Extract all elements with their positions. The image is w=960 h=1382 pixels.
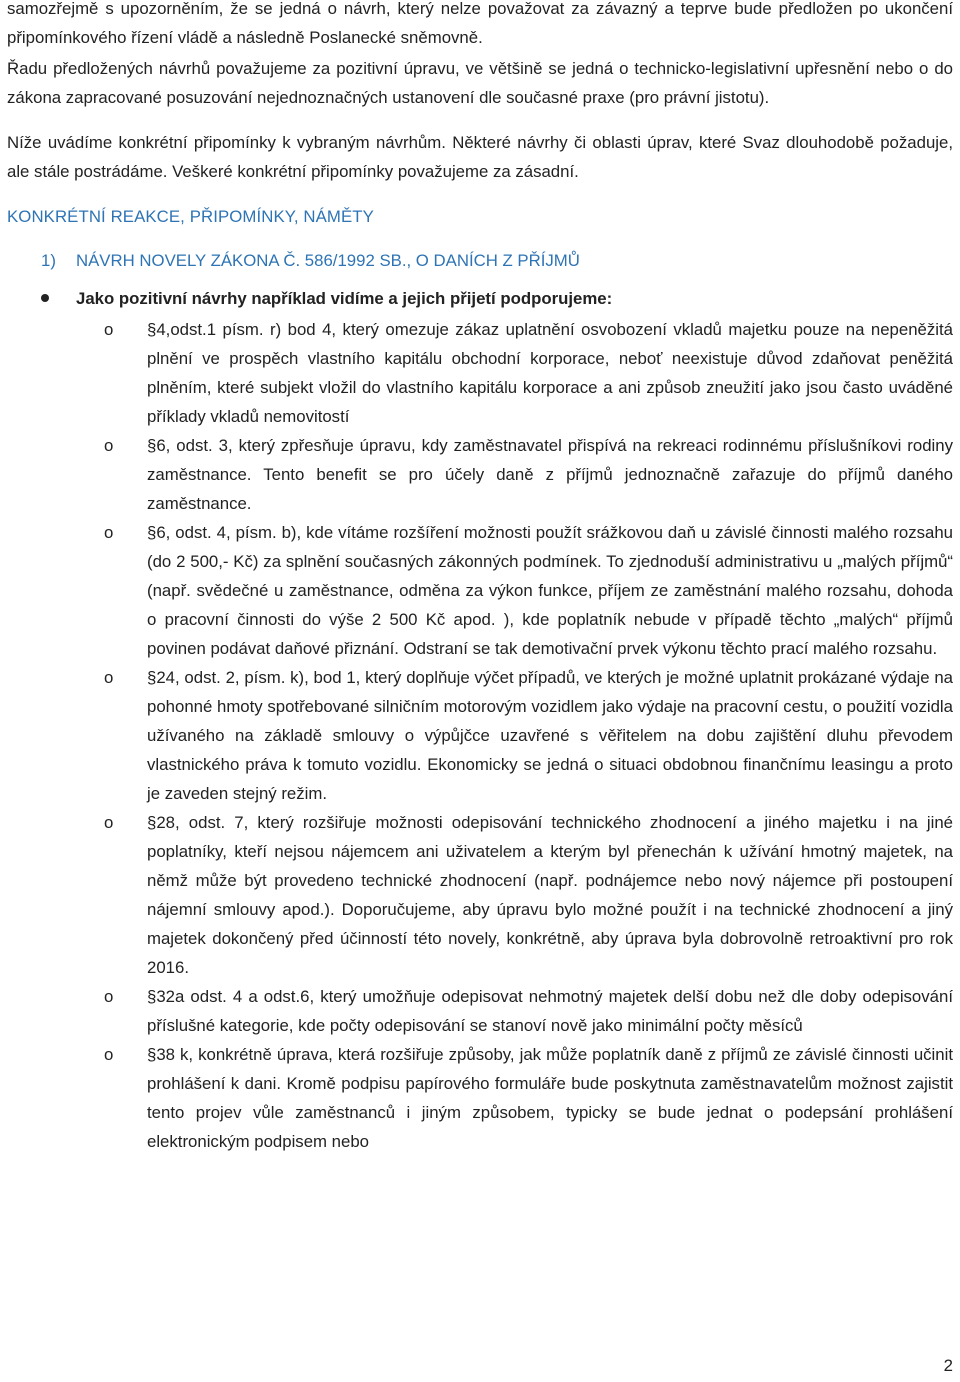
list-marker-icon: o — [104, 813, 114, 832]
list-item — [7, 315, 953, 431]
list-item — [7, 1040, 953, 1156]
list-marker-icon: o — [104, 523, 114, 542]
list-item-text: §4,odst.1 písm. r) bod 4, který omezuje zákaz uplatnění osvobození vkladů majetku pouze na nepeněžitá plnění ve prospěch vlastního kapitálu obchodní korporace, neboť neexistuje důvod zdaňovat peněžitá plněním, které subjekt vložil do vlastního kapitálu korporace a ani způsob zneužití jako jsou často uváděné příklady vkladů nemovitostí — [147, 320, 953, 426]
document-page — [7, 0, 953, 1156]
list-item-text: §28, odst. 7, který rozšiřuje možnosti odepisování technického zhodnocení a jiného majetku i na jiné poplatníky, kteří nejsou nájemcem ani uživatelem a kterým byl přenechán k užívání hmotný majetek, na němž může být provedeno technické zhodnocení (např. podnájemce nebo nový nájemce při postoupení nájemní smlouvy apod.). Doporučujeme, aby úpravu bylo možné použít i na technické zhodnocení a jiný majetek dokončený před účinností této novely, konkrétně, aby úprava byla dobrovolně retroaktivní pro rok 2016. — [147, 813, 953, 977]
list-item — [7, 518, 953, 663]
intro-paragraph-3: Níže uvádíme konkrétní připomínky k vybraným návrhům. Některé návrhy či oblasti úprav, které Svaz dlouhodobě požaduje, ale stále postrádáme. Veškeré konkrétní připomínky považujeme za zásadní. — [7, 133, 953, 181]
list-item-text: §32a odst. 4 a odst.6, který umožňuje odepisovat nehmotný majetek delší dobu než dle doby odepisování příslušné kategorie, kde počty odepisování se stanoví nově jako minimální počty měsíců — [147, 987, 953, 1035]
list-item — [7, 808, 953, 982]
section-heading: KONKRÉTNÍ REAKCE, PŘIPOMÍNKY, NÁMĚTY — [7, 207, 374, 226]
list-item — [7, 982, 953, 1040]
intro-paragraph-1: samozřejmě s upozorněním, že se jedná o návrh, který nelze považovat za závazný a teprve bude předložen po ukončení připomínkového řízení vládě a následně Poslanecké sněmovně. — [7, 0, 953, 47]
list-marker-icon: o — [104, 1045, 114, 1064]
bullet-item — [7, 284, 953, 313]
list-marker-icon: o — [104, 668, 114, 687]
list-item — [7, 431, 953, 518]
bullet-dot-icon — [41, 294, 49, 302]
list-marker-icon: o — [104, 320, 114, 339]
intro-paragraph-2: Řadu předložených návrhů považujeme za pozitivní úpravu, ve většině se jedná o technicko-legislativní upřesnění nebo o do zákona zapracované posuzování nejednoznačných ustanovení dle současné praxe (pro právní jistotu). — [7, 59, 953, 107]
list-item-text: §24, odst. 2, písm. k), bod 1, který doplňuje výčet případů, ve kterých je možné uplatnit prokázané výdaje na pohonné hmoty spotřebované silničním motorovým vozidlem jako výdaje na pracovní cestu, o použití vozidla užívaného na základě smlouvy o výpůjčce uzavřené s věřitelem na dobu zajištění dluhu převodem vlastnického práva k tomuto vozidlu. Ekonomicky se jedná o situaci obdobnou finančnímu leasingu a proto je zaveden stejný režim. — [147, 668, 953, 803]
list-item-text: §6, odst. 3, který zpřesňuje úpravu, kdy zaměstnavatel přispívá na rekreaci rodinnému příslušníkovi rodiny zaměstnance. Tento benefit se pro účely daně z příjmů jednoznačně zařazuje do příjmů daného zaměstnance. — [147, 436, 953, 513]
list-item-text: §6, odst. 4, písm. b), kde vítáme rozšíření možnosti použít srážkovou daň u závislé činnosti malého rozsahu (do 2 500,- Kč) za splnění současných zákonných podmínek. To zjednoduší administrativu u „malých příjmů“ (např. svědečné u zaměstnance, odměna za výkon funkce, příjem ze zaměstnání malého rozsahu, dohoda o pracovní činnosti do výše 2 500 Kč apod. ), kde poplatník nebude v případě těchto „malých“ příjmů povinen podávat daňové přiznání. Odstraní se tak demotivační prvek výkonu těchto prací malého rozsahu. — [147, 523, 953, 658]
list-marker-icon: o — [104, 987, 114, 1006]
subsection-heading — [7, 246, 953, 275]
subsection-number: 1) — [41, 251, 56, 270]
subsection-title: NÁVRH NOVELY ZÁKONA Č. 586/1992 SB., O DANÍCH Z PŘÍJMŮ — [76, 251, 580, 270]
item-list — [7, 315, 953, 1156]
list-item — [7, 663, 953, 808]
list-marker-icon: o — [104, 436, 114, 455]
list-item-text: §38 k, konkrétně úprava, která rozšiřuje způsoby, jak může poplatník daně z příjmů ze závislé činnosti učinit prohlášení k dani. Kromě podpisu papírového formuláře bude poskytnuta zaměstnavatelům možnost zajistit tento projev vůle zaměstnanců i jiným způsobem, typicky se bude jednat o podepsání prohlášení elektronickým podpisem nebo — [147, 1045, 953, 1151]
page-number: 2 — [943, 1356, 953, 1375]
bullet-text: Jako pozitivní návrhy například vidíme a jejich přijetí podporujeme: — [76, 289, 613, 308]
